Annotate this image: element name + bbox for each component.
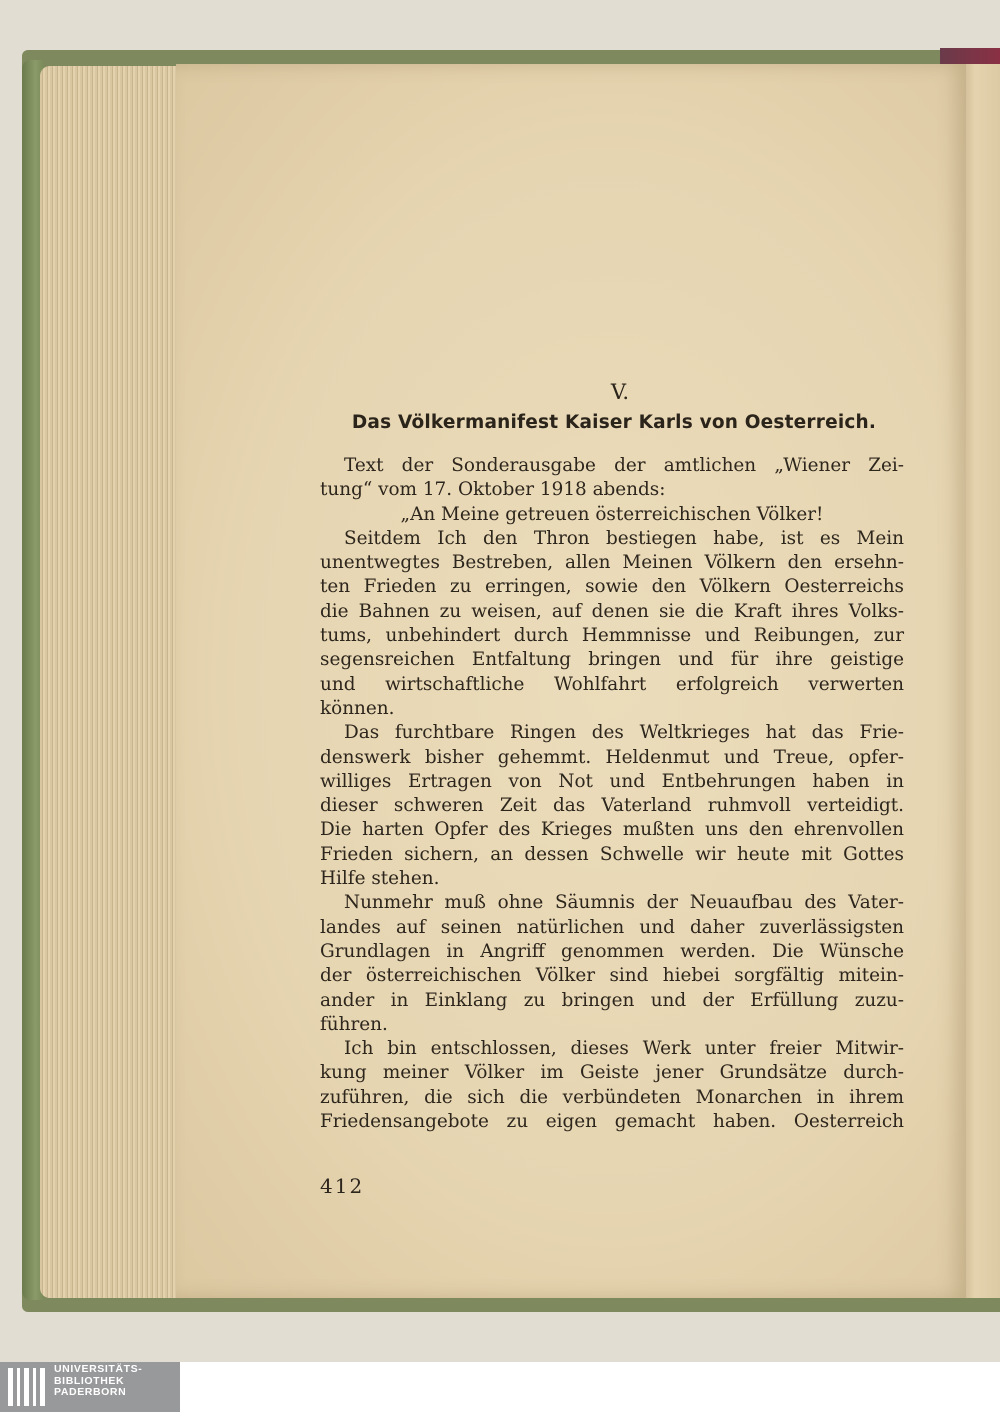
logo-line: BIBLIOTHEK [54,1374,125,1387]
text-line: dieser schweren Zeit das Vaterland ruhmvoll verteidigt. [320,795,904,817]
text-line: ten Frieden zu erringen, sowie den Völkern Oesterreichs [320,576,904,598]
text-line: führen. [320,1013,388,1035]
text-line: können. [320,697,395,719]
logo-text [54,1364,142,1399]
text-line: Text der Sonderausgabe der amtlichen „Wiener Zei- [344,455,904,476]
page-number: 412 [320,1174,365,1198]
text-line: Grundlagen in Angriff genommen werden. Die Wünsche [320,940,904,962]
logo-line: UNIVERSITÄTS- [54,1363,143,1375]
text-line: denswerk bisher gehemmt. Heldenmut und Treue, opfer- [320,746,904,768]
body-text [320,454,904,1134]
text-line: williges Ertragen von Not und Entbehrungen haben in [320,770,904,792]
text-line: unentwegtes Bestreben, allen Meinen Völkern den ersehn- [320,552,904,574]
text-line: Ich bin entschlossen, dieses Werk unter freier Mitwir- [344,1038,904,1060]
text-line: und wirtschaftliche Wohlfahrt erfolgreich verwerten [320,673,904,695]
text-line: kung meiner Völker im Geiste jener Grundsätze durch- [320,1062,904,1084]
page-edges [40,66,180,1298]
text-line: „An Meine getreuen österreichischen Völker! [400,503,824,525]
text-line: Frieden sichern, an dessen Schwelle wir heute mit Gottes [320,843,904,865]
text-line: tung“ vom 17. Oktober 1918 abends: [320,479,666,501]
text-line: segensreichen Entfaltung bringen und für ihre geistige [320,649,904,671]
text-line: die Bahnen zu weisen, auf denen sie die Kraft ihres Volks- [320,600,904,622]
text-line: Hilfe stehen. [320,868,440,890]
text-line: Friedensangebote zu eigen gemacht haben. Oesterreich [320,1111,904,1133]
logo-bars-icon [8,1368,48,1406]
text-line: Das furchtbare Ringen des Weltkrieges hat das Frie- [344,722,904,744]
text-line: zuführen, die sich die verbündeten Monarchen in ihrem [320,1086,904,1108]
bookmark-ribbon [940,48,1000,64]
text-line: tums, unbehindert durch Hemmnisse und Reibungen, zur [320,625,904,647]
text-line: ander in Einklang zu bringen und der Erfüllung zuzu- [320,989,904,1011]
logo-line: PADERBORN [54,1386,127,1398]
text-line: landes auf seinen natürlichen und daher zuverlässigsten [320,916,904,938]
text-line: der österreichischen Völker sind hiebei sorgfältig mitein- [320,965,904,987]
chapter-title: Das Völkermanifest Kaiser Karls von Oesterreich. [351,412,877,433]
text-line: Nunmehr muß ohne Säumnis der Neuaufbau des Vater- [344,892,904,914]
text-line: Die harten Opfer des Krieges mußten uns den ehrenvollen [320,819,904,841]
chapter-number: V. [610,380,630,404]
text-line: Seitdem Ich den Thron bestiegen habe, ist es Mein [344,527,904,549]
